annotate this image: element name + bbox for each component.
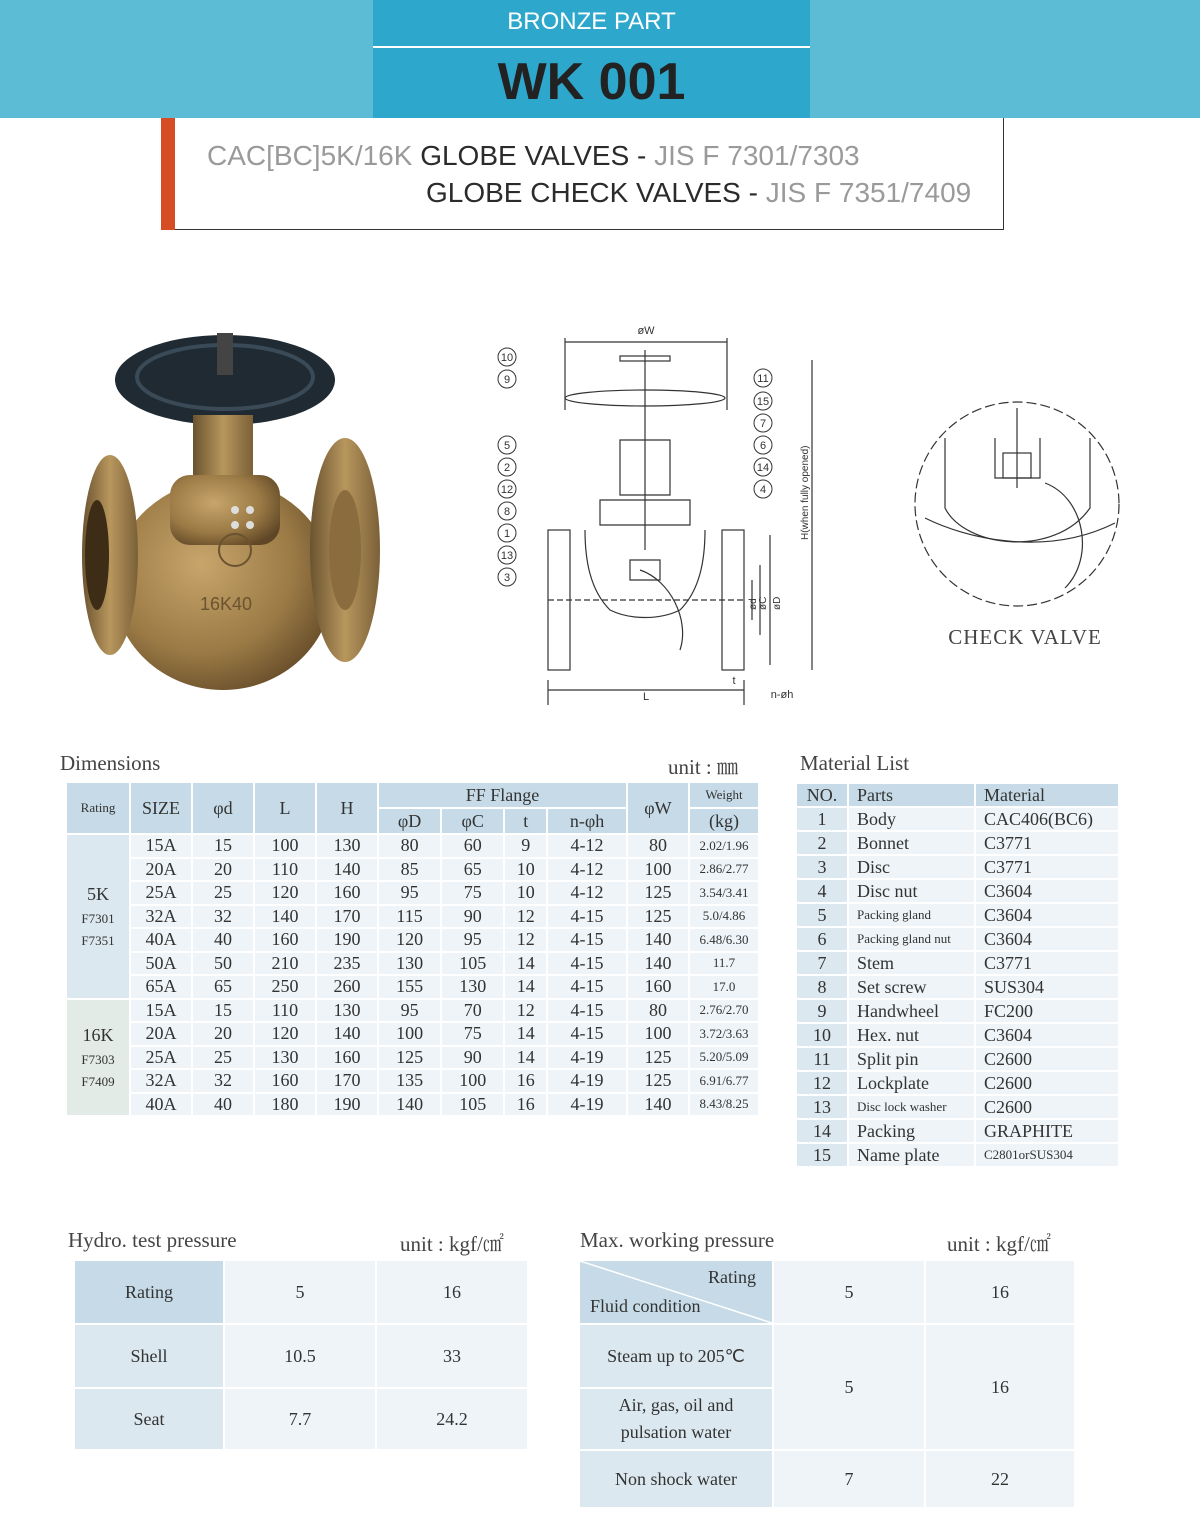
cell-c: 105 bbox=[442, 1094, 503, 1116]
cell-w: 80 bbox=[628, 1000, 688, 1022]
table-row bbox=[797, 880, 1118, 902]
table-row bbox=[67, 859, 758, 881]
cell-nh: 4-12 bbox=[548, 859, 626, 881]
cell-no: 7 bbox=[797, 952, 847, 974]
cell-c: 75 bbox=[442, 882, 503, 904]
cell-l: 120 bbox=[255, 1023, 315, 1045]
product-title-line2 bbox=[426, 177, 971, 209]
check-valve-label: CHECK VALVE bbox=[948, 625, 1102, 649]
col-no: NO. bbox=[797, 784, 847, 806]
cell-t: 12 bbox=[505, 1000, 546, 1022]
col-ff-flange: FF Flange bbox=[379, 783, 626, 807]
cell-value: 7 bbox=[774, 1451, 924, 1507]
cell-c: 90 bbox=[442, 1047, 503, 1069]
cell-weight: 3.54/3.41 bbox=[690, 882, 758, 904]
cell-d: 25 bbox=[193, 1047, 253, 1069]
cell-part: Packing gland nut bbox=[849, 928, 974, 950]
table-row bbox=[797, 808, 1118, 830]
cell-t: 10 bbox=[505, 859, 546, 881]
table-row bbox=[797, 1024, 1118, 1046]
cell-w: 125 bbox=[628, 906, 688, 928]
callout-2: 2 bbox=[503, 462, 511, 474]
cell-h: 130 bbox=[317, 835, 377, 857]
model-number: WK 001 bbox=[497, 53, 686, 111]
callout-12: 12 bbox=[500, 484, 514, 496]
cell-bigd: 155 bbox=[379, 976, 440, 998]
cell-value: 7.7 bbox=[225, 1389, 375, 1449]
max-pressure-table bbox=[578, 1259, 1076, 1509]
cell-label: Rating bbox=[75, 1261, 223, 1323]
cell-part: Hex. nut bbox=[849, 1024, 974, 1046]
dim-label-d: ød bbox=[748, 598, 759, 610]
col-d: φd bbox=[193, 783, 253, 833]
rating-standard: F7301 bbox=[81, 910, 115, 926]
cell-value: 16 bbox=[926, 1325, 1074, 1449]
dim-label-h: H(when fully opened) bbox=[800, 445, 811, 540]
cell-c: 90 bbox=[442, 906, 503, 928]
cell-t: 14 bbox=[505, 953, 546, 975]
cell-weight: 6.91/6.77 bbox=[690, 1070, 758, 1092]
cell-material: CAC406(BC6) bbox=[976, 808, 1118, 830]
cell-nh: 4-15 bbox=[548, 953, 626, 975]
cell-part: Body bbox=[849, 808, 974, 830]
cell-d: 40 bbox=[193, 1094, 253, 1116]
cell-label-line: pulsation water bbox=[620, 1422, 732, 1442]
callout-1: 1 bbox=[503, 528, 511, 540]
cell-weight: 11.7 bbox=[690, 953, 758, 975]
cell-c: 130 bbox=[442, 976, 503, 998]
table-row bbox=[67, 1070, 758, 1092]
cell-l: 160 bbox=[255, 1070, 315, 1092]
callout-3: 3 bbox=[503, 572, 511, 584]
dimensions-title: Dimensions bbox=[60, 751, 161, 775]
col-weight: Weight bbox=[690, 783, 758, 807]
table-row bbox=[67, 976, 758, 998]
material-list-title: Material List bbox=[800, 751, 910, 775]
table-row bbox=[67, 1023, 758, 1045]
cell-w: 140 bbox=[628, 1094, 688, 1116]
cell-weight: 5.20/5.09 bbox=[690, 1047, 758, 1069]
cell-l: 160 bbox=[255, 929, 315, 951]
rating-16k-cell bbox=[67, 1000, 129, 1116]
title-accent-bar bbox=[161, 118, 175, 230]
cell-part: Set screw bbox=[849, 976, 974, 998]
cell-w: 140 bbox=[628, 953, 688, 975]
dim-label-w: øW bbox=[637, 325, 655, 337]
cell-size: 32A bbox=[131, 1070, 191, 1092]
cell-value: 22 bbox=[926, 1451, 1074, 1507]
col-c: φC bbox=[442, 809, 503, 833]
cell-size: 20A bbox=[131, 1023, 191, 1045]
check-valve-detail-drawing bbox=[905, 398, 1130, 610]
svg-text:16K40: 16K40 bbox=[200, 594, 253, 614]
cell-t: 16 bbox=[505, 1070, 546, 1092]
cell-d: 25 bbox=[193, 882, 253, 904]
title-standard: JIS F 7301/7303 bbox=[654, 140, 860, 171]
rating-value: 16K bbox=[82, 1024, 114, 1045]
table-row bbox=[797, 1144, 1118, 1166]
cell-value: 5 bbox=[774, 1261, 924, 1323]
cell-t: 14 bbox=[505, 976, 546, 998]
title-dash: - bbox=[740, 177, 766, 208]
table-row bbox=[580, 1261, 1074, 1323]
table-row bbox=[67, 929, 758, 951]
cell-d: 50 bbox=[193, 953, 253, 975]
table-row bbox=[67, 835, 758, 857]
cell-material: C3604 bbox=[976, 928, 1118, 950]
cell-bigd: 130 bbox=[379, 953, 440, 975]
table-row bbox=[75, 1389, 527, 1449]
cell-l: 100 bbox=[255, 835, 315, 857]
cell-no: 4 bbox=[797, 880, 847, 902]
callout-15: 15 bbox=[756, 396, 770, 408]
cell-h: 140 bbox=[317, 1023, 377, 1045]
cell-no: 13 bbox=[797, 1096, 847, 1118]
table-row bbox=[580, 1325, 1074, 1387]
cell-material: C2600 bbox=[976, 1096, 1118, 1118]
dim-label-t: t bbox=[732, 675, 736, 687]
table-row bbox=[797, 1072, 1118, 1094]
product-title-line1 bbox=[207, 140, 860, 172]
cell-c: 100 bbox=[442, 1070, 503, 1092]
cell-material: C3604 bbox=[976, 880, 1118, 902]
cell-material: GRAPHITE bbox=[976, 1120, 1118, 1142]
header-divider bbox=[373, 46, 810, 48]
cell-size: 15A bbox=[131, 1000, 191, 1022]
cell-weight: 5.0/4.86 bbox=[690, 906, 758, 928]
cell-w: 140 bbox=[628, 929, 688, 951]
category-label: BRONZE PART bbox=[507, 8, 676, 35]
table-row bbox=[75, 1325, 527, 1387]
cell-l: 180 bbox=[255, 1094, 315, 1116]
cell-size: 15A bbox=[131, 835, 191, 857]
cell-no: 8 bbox=[797, 976, 847, 998]
cell-d: 20 bbox=[193, 1023, 253, 1045]
cell-c: 105 bbox=[442, 953, 503, 975]
cell-h: 170 bbox=[317, 906, 377, 928]
dimensions-unit: unit : ㎜ bbox=[668, 755, 739, 779]
cell-l: 120 bbox=[255, 882, 315, 904]
cell-t: 14 bbox=[505, 1023, 546, 1045]
cell-l: 110 bbox=[255, 859, 315, 881]
title-dash: - bbox=[629, 140, 655, 171]
cell-l: 210 bbox=[255, 953, 315, 975]
cell-material: C3771 bbox=[976, 832, 1118, 854]
cell-w: 125 bbox=[628, 882, 688, 904]
cell-no: 12 bbox=[797, 1072, 847, 1094]
cell-no: 9 bbox=[797, 1000, 847, 1022]
col-material: Material bbox=[976, 784, 1118, 806]
cell-weight: 2.76/2.70 bbox=[690, 1000, 758, 1022]
cell-bigd: 100 bbox=[379, 1023, 440, 1045]
col-bigd: φD bbox=[379, 809, 440, 833]
cell-w: 160 bbox=[628, 976, 688, 998]
max-pressure-title: Max. working pressure bbox=[580, 1228, 775, 1252]
cell-material: C2600 bbox=[976, 1048, 1118, 1070]
cell-h: 260 bbox=[317, 976, 377, 998]
cell-part: Handwheel bbox=[849, 1000, 974, 1022]
table-row bbox=[797, 832, 1118, 854]
cell-no: 5 bbox=[797, 904, 847, 926]
cell-part: Disc lock washer bbox=[849, 1096, 974, 1118]
cell-h: 190 bbox=[317, 929, 377, 951]
cell-weight: 6.48/6.30 bbox=[690, 929, 758, 951]
table-row bbox=[797, 976, 1118, 998]
cell-size: 25A bbox=[131, 882, 191, 904]
cell-nh: 4-15 bbox=[548, 1023, 626, 1045]
cell-material: FC200 bbox=[976, 1000, 1118, 1022]
cell-no: 6 bbox=[797, 928, 847, 950]
rating-standard: F7351 bbox=[81, 932, 115, 948]
cell-bigd: 115 bbox=[379, 906, 440, 928]
callout-5: 5 bbox=[503, 440, 511, 452]
cell-c: 65 bbox=[442, 859, 503, 881]
cell-material: C3604 bbox=[976, 1024, 1118, 1046]
cell-material: C2801orSUS304 bbox=[976, 1144, 1118, 1166]
cell-nh: 4-15 bbox=[548, 976, 626, 998]
cell-t: 9 bbox=[505, 835, 546, 857]
cell-d: 32 bbox=[193, 906, 253, 928]
cell-bigd: 95 bbox=[379, 1000, 440, 1022]
cell-value: 5 bbox=[225, 1261, 375, 1323]
col-rating: Rating bbox=[67, 783, 129, 833]
cell-weight: 3.72/3.63 bbox=[690, 1023, 758, 1045]
cell-l: 250 bbox=[255, 976, 315, 998]
cell-size: 40A bbox=[131, 929, 191, 951]
table-row bbox=[797, 1120, 1118, 1142]
cell-size: 50A bbox=[131, 953, 191, 975]
cell-material: C2600 bbox=[976, 1072, 1118, 1094]
cell-label-line: Air, gas, oil and bbox=[618, 1395, 734, 1415]
cell-size: 65A bbox=[131, 976, 191, 998]
cell-size: 25A bbox=[131, 1047, 191, 1069]
table-row bbox=[797, 952, 1118, 974]
dimensions-table bbox=[65, 781, 760, 1117]
cell-label: Shell bbox=[75, 1325, 223, 1387]
cell-value: 10.5 bbox=[225, 1325, 375, 1387]
cell-part: Name plate bbox=[849, 1144, 974, 1166]
cell-part: Stem bbox=[849, 952, 974, 974]
hydro-test-table bbox=[73, 1259, 529, 1451]
cell-w: 125 bbox=[628, 1070, 688, 1092]
cell-bigd: 85 bbox=[379, 859, 440, 881]
table-row bbox=[580, 1451, 1074, 1507]
callout-10: 10 bbox=[500, 352, 514, 364]
cell-material: C3604 bbox=[976, 904, 1118, 926]
cell-value: 33 bbox=[377, 1325, 527, 1387]
callout-4: 4 bbox=[759, 484, 767, 496]
cell-w: 100 bbox=[628, 859, 688, 881]
cell-part: Packing gland bbox=[849, 904, 974, 926]
cell-no: 2 bbox=[797, 832, 847, 854]
table-row bbox=[67, 1000, 758, 1022]
table-row bbox=[67, 953, 758, 975]
callout-7: 7 bbox=[759, 418, 767, 430]
cell-no: 10 bbox=[797, 1024, 847, 1046]
cell-nh: 4-15 bbox=[548, 1000, 626, 1022]
callout-8: 8 bbox=[503, 506, 511, 518]
material-list-table bbox=[795, 782, 1120, 1168]
table-row bbox=[797, 856, 1118, 878]
callout-11: 11 bbox=[757, 373, 769, 385]
header-fluid-label: Fluid condition bbox=[590, 1296, 701, 1316]
cell-weight: 8.43/8.25 bbox=[690, 1094, 758, 1116]
cell-nh: 4-12 bbox=[548, 835, 626, 857]
valve-photo bbox=[75, 325, 395, 710]
cell-h: 140 bbox=[317, 859, 377, 881]
cell-t: 16 bbox=[505, 1094, 546, 1116]
table-row bbox=[67, 906, 758, 928]
title-standard: JIS F 7351/7409 bbox=[765, 177, 972, 208]
cell-value: 16 bbox=[926, 1261, 1074, 1323]
diagonal-header-cell bbox=[580, 1261, 772, 1323]
cell-weight: 2.86/2.77 bbox=[690, 859, 758, 881]
cell-l: 110 bbox=[255, 1000, 315, 1022]
cell-material: C3771 bbox=[976, 952, 1118, 974]
col-size: SIZE bbox=[131, 783, 191, 833]
table-row bbox=[67, 882, 758, 904]
table-row bbox=[797, 1048, 1118, 1070]
cell-no: 3 bbox=[797, 856, 847, 878]
cell-no: 1 bbox=[797, 808, 847, 830]
col-w: φW bbox=[628, 783, 688, 833]
cell-bigd: 120 bbox=[379, 929, 440, 951]
cell-d: 20 bbox=[193, 859, 253, 881]
cell-value: 24.2 bbox=[377, 1389, 527, 1449]
cell-h: 190 bbox=[317, 1094, 377, 1116]
cell-d: 15 bbox=[193, 835, 253, 857]
callout-9: 9 bbox=[503, 374, 511, 386]
table-row bbox=[797, 928, 1118, 950]
cell-t: 12 bbox=[505, 929, 546, 951]
col-h: H bbox=[317, 783, 377, 833]
cell-no: 14 bbox=[797, 1120, 847, 1142]
cell-part: Packing bbox=[849, 1120, 974, 1142]
title-box bbox=[161, 118, 1004, 230]
cell-size: 32A bbox=[131, 906, 191, 928]
cell-c: 75 bbox=[442, 1023, 503, 1045]
max-pressure-unit: unit : kgf/㎠ bbox=[947, 1232, 1051, 1256]
table-row bbox=[797, 1000, 1118, 1022]
cell-w: 100 bbox=[628, 1023, 688, 1045]
col-l: L bbox=[255, 783, 315, 833]
cell-c: 95 bbox=[442, 929, 503, 951]
cell-weight: 2.02/1.96 bbox=[690, 835, 758, 857]
cell-d: 15 bbox=[193, 1000, 253, 1022]
cell-h: 160 bbox=[317, 882, 377, 904]
cell-l: 130 bbox=[255, 1047, 315, 1069]
callout-13: 13 bbox=[500, 550, 514, 562]
cell-h: 170 bbox=[317, 1070, 377, 1092]
cell-part: Disc nut bbox=[849, 880, 974, 902]
callout-6: 6 bbox=[759, 440, 767, 452]
cell-nh: 4-12 bbox=[548, 882, 626, 904]
cell-size: 20A bbox=[131, 859, 191, 881]
cell-label: Seat bbox=[75, 1389, 223, 1449]
cell-bigd: 80 bbox=[379, 835, 440, 857]
hydro-test-title: Hydro. test pressure bbox=[68, 1228, 237, 1252]
rating-standard: F7303 bbox=[81, 1051, 115, 1067]
valve-cross-section-drawing bbox=[490, 320, 820, 715]
cell-part: Disc bbox=[849, 856, 974, 878]
cell-nh: 4-19 bbox=[548, 1094, 626, 1116]
title-name: GLOBE VALVES bbox=[420, 140, 630, 171]
cell-h: 160 bbox=[317, 1047, 377, 1069]
rating-value: 5K bbox=[87, 883, 109, 904]
cell-c: 60 bbox=[442, 835, 503, 857]
cell-bigd: 135 bbox=[379, 1070, 440, 1092]
cell-l: 140 bbox=[255, 906, 315, 928]
hydro-test-unit: unit : kgf/㎠ bbox=[400, 1232, 504, 1256]
cell-nh: 4-15 bbox=[548, 929, 626, 951]
cell-nh: 4-15 bbox=[548, 906, 626, 928]
cell-material: C3771 bbox=[976, 856, 1118, 878]
cell-t: 14 bbox=[505, 1047, 546, 1069]
table-row bbox=[67, 1047, 758, 1069]
table-row bbox=[797, 904, 1118, 926]
cell-nh: 4-19 bbox=[548, 1047, 626, 1069]
table-row bbox=[797, 1096, 1118, 1118]
cell-t: 12 bbox=[505, 906, 546, 928]
cell-part: Split pin bbox=[849, 1048, 974, 1070]
cell-part: Bonnet bbox=[849, 832, 974, 854]
col-weight-unit: (kg) bbox=[690, 809, 758, 833]
cell-material: SUS304 bbox=[976, 976, 1118, 998]
cell-t: 10 bbox=[505, 882, 546, 904]
title-name: GLOBE CHECK VALVES bbox=[426, 177, 741, 208]
cell-bigd: 95 bbox=[379, 882, 440, 904]
cell-w: 125 bbox=[628, 1047, 688, 1069]
rating-5k-cell bbox=[67, 835, 129, 998]
col-t: t bbox=[505, 809, 546, 833]
cell-bigd: 125 bbox=[379, 1047, 440, 1069]
callout-14: 14 bbox=[756, 462, 770, 474]
col-parts: Parts bbox=[849, 784, 974, 806]
cell-no: 11 bbox=[797, 1048, 847, 1070]
cell-d: 40 bbox=[193, 929, 253, 951]
cell-w: 80 bbox=[628, 835, 688, 857]
dim-label-nh: n-øh bbox=[770, 689, 794, 701]
dim-label-l: L bbox=[642, 691, 650, 703]
cell-label bbox=[580, 1389, 772, 1449]
title-prefix: CAC[BC]5K/16K bbox=[207, 140, 413, 171]
cell-label: Steam up to 205℃ bbox=[580, 1325, 772, 1387]
cell-part: Lockplate bbox=[849, 1072, 974, 1094]
cell-weight: 17.0 bbox=[690, 976, 758, 998]
col-nh: n-φh bbox=[548, 809, 626, 833]
cell-value: 5 bbox=[774, 1325, 924, 1449]
header-rating-label: Rating bbox=[708, 1267, 756, 1287]
cell-d: 65 bbox=[193, 976, 253, 998]
table-row bbox=[67, 1094, 758, 1116]
cell-label: Non shock water bbox=[580, 1451, 772, 1507]
cell-h: 130 bbox=[317, 1000, 377, 1022]
table-row bbox=[75, 1261, 527, 1323]
dim-label-c: øC bbox=[758, 596, 769, 610]
cell-value: 16 bbox=[377, 1261, 527, 1323]
cell-no: 15 bbox=[797, 1144, 847, 1166]
cell-nh: 4-19 bbox=[548, 1070, 626, 1092]
cell-size: 40A bbox=[131, 1094, 191, 1116]
rating-standard: F7409 bbox=[81, 1073, 115, 1089]
cell-bigd: 140 bbox=[379, 1094, 440, 1116]
cell-c: 70 bbox=[442, 1000, 503, 1022]
cell-h: 235 bbox=[317, 953, 377, 975]
cell-d: 32 bbox=[193, 1070, 253, 1092]
dim-label-bigd: øD bbox=[772, 596, 783, 610]
